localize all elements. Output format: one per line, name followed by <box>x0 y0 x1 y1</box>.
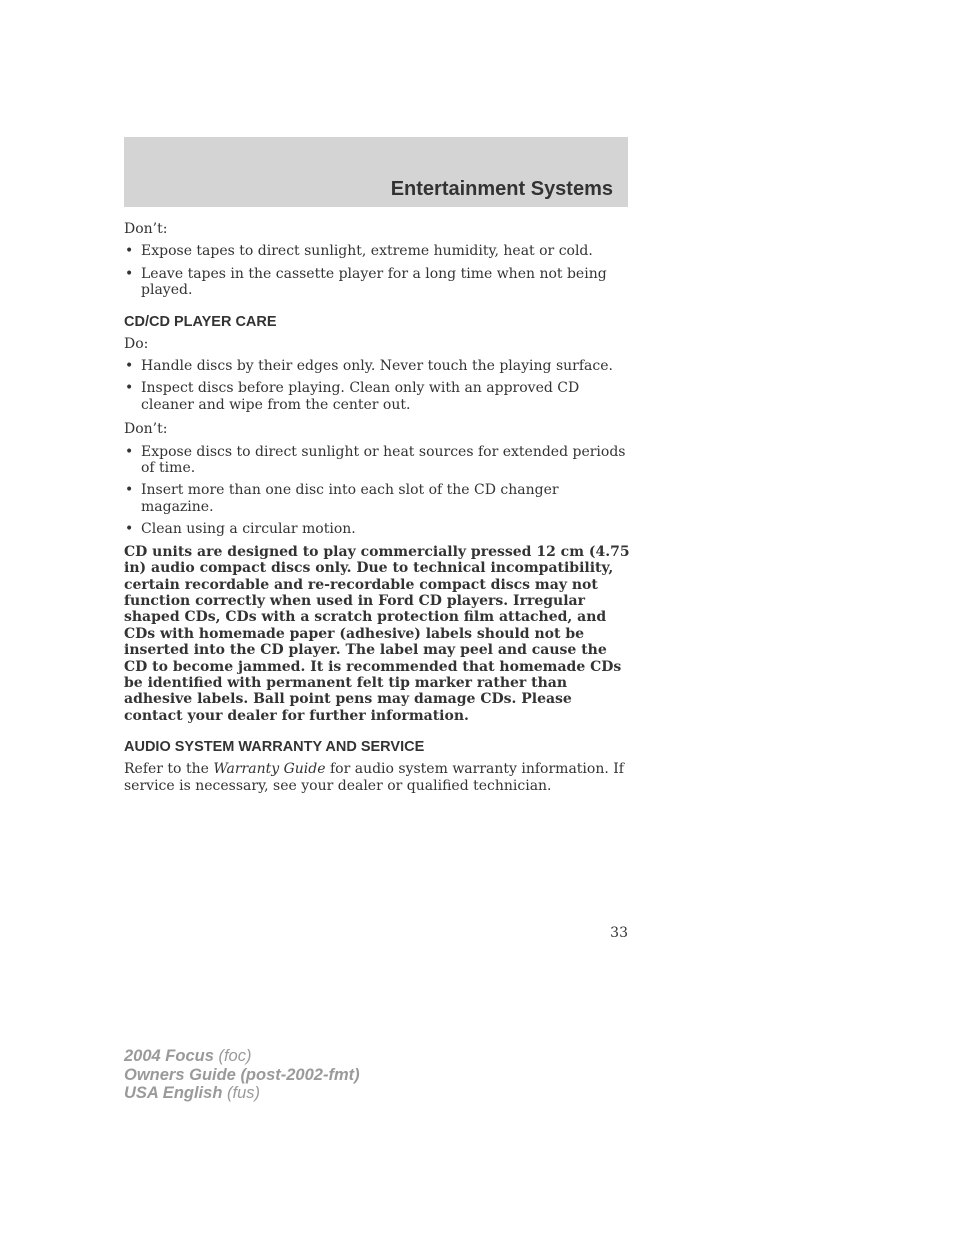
cd-care-heading: CD/CD PLAYER CARE <box>124 313 277 330</box>
warranty-heading: AUDIO SYSTEM WARRANTY AND SERVICE <box>124 739 425 756</box>
footer-language: USA English <box>124 1084 223 1102</box>
warranty-text-before: Refer to the <box>124 761 214 778</box>
cd-dont-list <box>124 444 630 538</box>
section-title: Entertainment Systems <box>390 178 613 200</box>
footer-model-code: (foc) <box>213 1047 252 1065</box>
page-content <box>124 221 630 794</box>
footer-line-guide <box>124 1066 360 1085</box>
list-item: • Insert more than one disc into each slot of the CD changer magazine. <box>124 482 630 515</box>
tapes-dont-list <box>124 243 630 298</box>
list-item: • Clean using a circular motion. <box>124 521 630 537</box>
cd-do-label: Do: <box>124 335 149 352</box>
list-item: • Leave tapes in the cassette player for a long time when not being played. <box>124 266 630 299</box>
section-header-band <box>124 137 628 207</box>
footer-line-language <box>124 1084 360 1103</box>
warranty-paragraph <box>124 761 630 794</box>
warranty-guide-title: Warranty Guide <box>213 761 326 778</box>
cd-do-list <box>124 358 630 413</box>
document-footer <box>124 1047 360 1103</box>
cd-dont-label: Don’t: <box>124 421 168 438</box>
cd-warning-text: CD units are designed to play commercially pressed 12 cm (4.75 in) audio compact discs only. Due to technical incompatibility, certain recordable and re-recordable compact discs may not function correctly when used in Ford CD players. Irregular shaped CDs, CDs with a scratch protection film attached, and CDs with homemade paper (adhesive) labels should not be inserted into the CD player. The label may peel and cause the CD to become jammed. It is recommended that homemade CDs be identified with permanent felt tip marker rather than adhesive labels. Ball point pens may damage CDs. Please contact your dealer for further information. <box>124 543 630 724</box>
list-item: • Expose discs to direct sunlight or heat sources for extended periods of time. <box>124 444 630 477</box>
footer-language-code: (fus) <box>222 1084 260 1102</box>
page-number: 33 <box>610 925 628 941</box>
footer-line-model <box>124 1047 360 1066</box>
list-item: • Expose tapes to direct sunlight, extreme humidity, heat or cold. <box>124 243 630 259</box>
warranty-text-after: for audio system warranty information. If service is necessary, see your dealer or qualified technician. <box>124 761 624 794</box>
list-item: • Inspect discs before playing. Clean only with an approved CD cleaner and wipe from the center out. <box>124 380 630 413</box>
tapes-dont-label: Don’t: <box>124 221 168 237</box>
footer-guide-name: Owners Guide (post-2002-fmt) <box>124 1065 360 1084</box>
list-item: • Handle discs by their edges only. Never touch the playing surface. <box>124 358 630 374</box>
footer-model-name: 2004 Focus <box>124 1047 214 1065</box>
